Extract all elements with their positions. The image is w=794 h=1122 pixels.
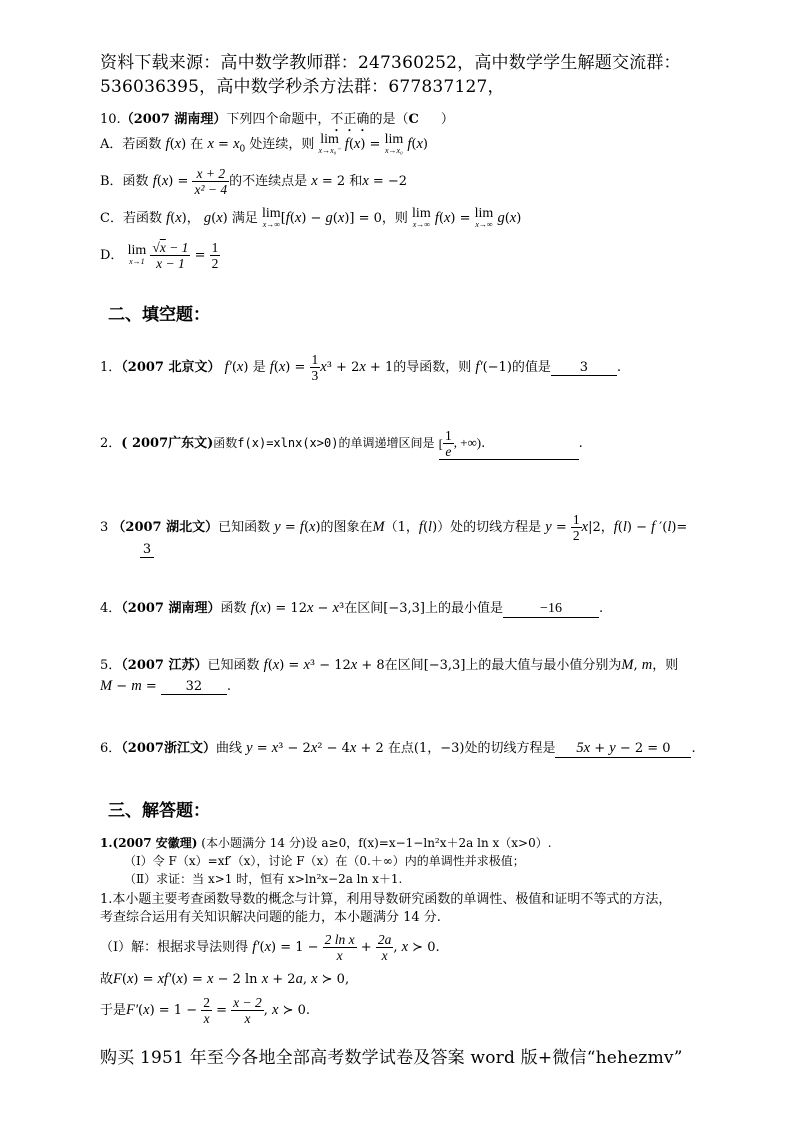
fill-4-answer: −16 <box>503 601 599 618</box>
fill-6-text-1: 曲线 <box>215 741 242 756</box>
fill-6-number: 6． <box>100 741 122 756</box>
fill-3-source: （2007 湖北文） <box>112 520 219 535</box>
solve-1-explain-2: 考查综合运用有关知识解决问题的能力，本小题满分 14 分. <box>100 910 441 925</box>
solve-1-derivative: （Ⅰ）解：根据求导法则得 f′(x) = 1 − $\frac{\text{2 ln x}}{x}$ + $\frac{2a}{x}$ , x ≻ 0. <box>100 932 440 963</box>
fill-3-answer: 3 <box>140 542 154 558</box>
option-b-mid: 的不连续点是 <box>229 174 308 189</box>
fill-5-text-2: 在区间 <box>384 658 424 673</box>
fill-4-text-3: 上的最小值是 <box>424 601 503 616</box>
fill-4-end: . <box>599 601 604 616</box>
q10-option-d: D． lim x→1 $\frac{√x - 1}{x - 1}$ = $\frac{1}{2}$ <box>100 240 219 271</box>
fill-2-number: 2． <box>100 436 122 451</box>
then-label: 于是 <box>100 1003 127 1018</box>
solve-1-explain-1: 1.本小题主要考查函数导数的概念与计算，利用导数研究函数的单调性、极值和证明不等式的方法， <box>100 892 672 907</box>
fill-4-text-1: 函数 <box>220 601 247 616</box>
header-line-2: 536036395，高中数学秒杀方法群：677837127， <box>100 77 505 97</box>
fill-3-answer-line <box>140 542 154 558</box>
fill-question-5: 5．（2007 江苏）已知函数 f(x) = x³ − 12x + 8在区间[−3,3]上的最大值与最小值分别为M, m，则 <box>100 657 679 673</box>
option-a-mid: 在 <box>190 137 204 152</box>
fill-3-text-1: 已知函数 <box>218 520 271 535</box>
fill-4-source: （2007 湖南理） <box>121 601 221 616</box>
option-c-mid2: ，则 <box>381 211 408 226</box>
fill-5-text-3: 上的最大值与最小值分别为 <box>465 658 622 673</box>
fill-1-text-1: 是 <box>252 360 266 375</box>
fill-5-text-4: ，则 <box>652 658 679 673</box>
fill-3-number: 3 <box>100 520 109 535</box>
q10-option-a: A．若函数 f(x) 在 $x = x_0$ 处连续，则 lim x→x₀⁻ f(x) = lim x→x₀ f(x) <box>100 131 428 155</box>
so-label: 故 <box>100 972 114 987</box>
fill-2-answer-tail: . <box>481 436 486 451</box>
fill-1-end: . <box>616 360 622 375</box>
solve-1-F: 故F(x) = xf′(x) = x − 2 ln x + 2a, x ≻ 0, <box>100 971 350 987</box>
fill-question-1: 1．（2007 北京文） f′(x) 是 f(x) = $\frac{1}{3}$ x³ + 2x + 1的导函数，则 f′(−1)的值是 3 . <box>100 352 622 383</box>
option-c-label: C．若函数 <box>100 211 162 226</box>
solve-1-F-prime: 于是F′(x) = 1 − $\frac{2}{x}$ = $\frac{x - 2}{x}$ , x ≻ 0. <box>100 995 311 1026</box>
fill-6-text-2: 在点(1，−3)处的切线方程是 <box>387 741 556 756</box>
q10-number: 10. <box>100 112 121 127</box>
option-a-label: A．若函数 <box>100 137 162 152</box>
fill-1-answer: 3 <box>551 360 617 376</box>
fill-1-number: 1． <box>100 360 122 375</box>
q10-option-c: C．若函数 f(x)， g(x) 满足 lim x→∞ [f(x) − g(x)] = 0，则 lim x→∞ f(x) = lim x→∞ g(x) <box>100 205 522 229</box>
fill-5-end: . <box>226 679 232 694</box>
header-line-1: 资料下载来源：高中数学教师群：247360252，高中数学学生解题交流群： <box>100 53 681 73</box>
fill-5-text-1: 已知函数 <box>207 658 260 673</box>
fill-1-text-3: 的值是 <box>511 360 551 375</box>
fill-question-2 <box>100 428 583 460</box>
fill-4-number: 4． <box>100 601 122 616</box>
fill-1-text-2: 的导函数，则 <box>393 360 472 375</box>
q10-emphasis: 不正确 <box>330 112 370 127</box>
fill-3-text-2: 的图象在 <box>320 520 373 535</box>
fill-3-text-3: 处的切线方程是 <box>450 520 542 535</box>
fill-5-answer-line: M − m = 32 . <box>100 678 232 694</box>
option-b-label: B．函数 <box>100 174 149 189</box>
solve-1-part-i: （Ⅰ）令 F（x）=xf′（x），讨论 F（x）在（0.＋∞）内的单调性并求极值； <box>124 854 525 868</box>
fill-6-answer: 5x + y − 2 = 0 <box>555 740 691 758</box>
option-c-sep: ， <box>186 211 200 226</box>
option-a-mid2: 处连续，则 <box>249 137 315 152</box>
solution-label: （Ⅰ）解：根据求导法则得 <box>100 940 249 955</box>
q10-answer: C <box>408 112 419 127</box>
fill-5-source: （2007 江苏） <box>121 658 208 673</box>
fill-4-text-2: 在区间 <box>344 601 384 616</box>
solve-1-part-ii: （Ⅱ）求证：当 x>1 时，恒有 x>ln²x−2a ln x＋1. <box>124 872 403 886</box>
option-c-mid: 满足 <box>231 211 258 226</box>
q10-text-a: 下列四个命题中， <box>226 112 331 127</box>
section-2-title: 二、填空题： <box>108 305 210 325</box>
fill-6-end: . <box>691 741 696 756</box>
question-10-stem <box>100 108 454 135</box>
fill-question-3: 3 （2007 湖北文）已知函数 y = f(x)的图象在M（1，f(l)）处的切线方程是 y = $\frac{1}{2}$ x|2，f(l) − f ′(l)= <box>100 512 688 543</box>
fill-2-answer: [ $\frac{1}{e}$ , +∞). <box>439 428 579 460</box>
q10-close: ） <box>440 112 454 127</box>
fill-5-answer: 32 <box>161 679 227 695</box>
fill-2-end: . <box>578 436 583 451</box>
solve-1-stem <box>100 834 552 851</box>
fill-6-source: （2007浙江文） <box>121 741 216 756</box>
option-b-and: 和 <box>349 174 363 189</box>
q10-source: （2007 湖南理） <box>120 112 227 127</box>
fill-question-4: 4．（2007 湖南理）函数 f(x) = 12x − x³在区间[−3,3]上的最小值是 −16 . <box>100 600 604 616</box>
section-3-title: 三、解答题： <box>108 801 210 821</box>
solve-1-head: 1.(2007 安徽理) <box>100 836 198 850</box>
footer-ad: 购买 1951 年至今各地全部高考数学试卷及答案 word 版+微信“hehezmv” <box>100 1048 683 1068</box>
fill-question-6: 6．（2007浙江文）曲线 y = x³ − 2x² − 4x + 2 在点(1，−3)处的切线方程是 5x + y − 2 = 0 . <box>100 740 696 756</box>
fill-5-number: 5． <box>100 658 122 673</box>
fill-2-source: ( 2007广东文) <box>121 436 214 451</box>
q10-option-b: B．函数 f(x) = $\frac{x + 2}{\text{x² − 4}}$ 的不连续点是 x = 2 和x = −2 <box>100 166 408 197</box>
option-d-label: D． <box>100 248 124 263</box>
fill-2-text: 函数f(x)=xlnx(x>0)的单调递增区间是 <box>213 436 435 450</box>
q10-text-b: 的是（ <box>369 112 409 127</box>
solve-1-text: (本小题满分 14 分)设 a≥0，f(x)=x−1−ln²x＋2a ln x（x>0）. <box>201 836 552 850</box>
fill-1-source: （2007 北京文） <box>121 360 221 375</box>
